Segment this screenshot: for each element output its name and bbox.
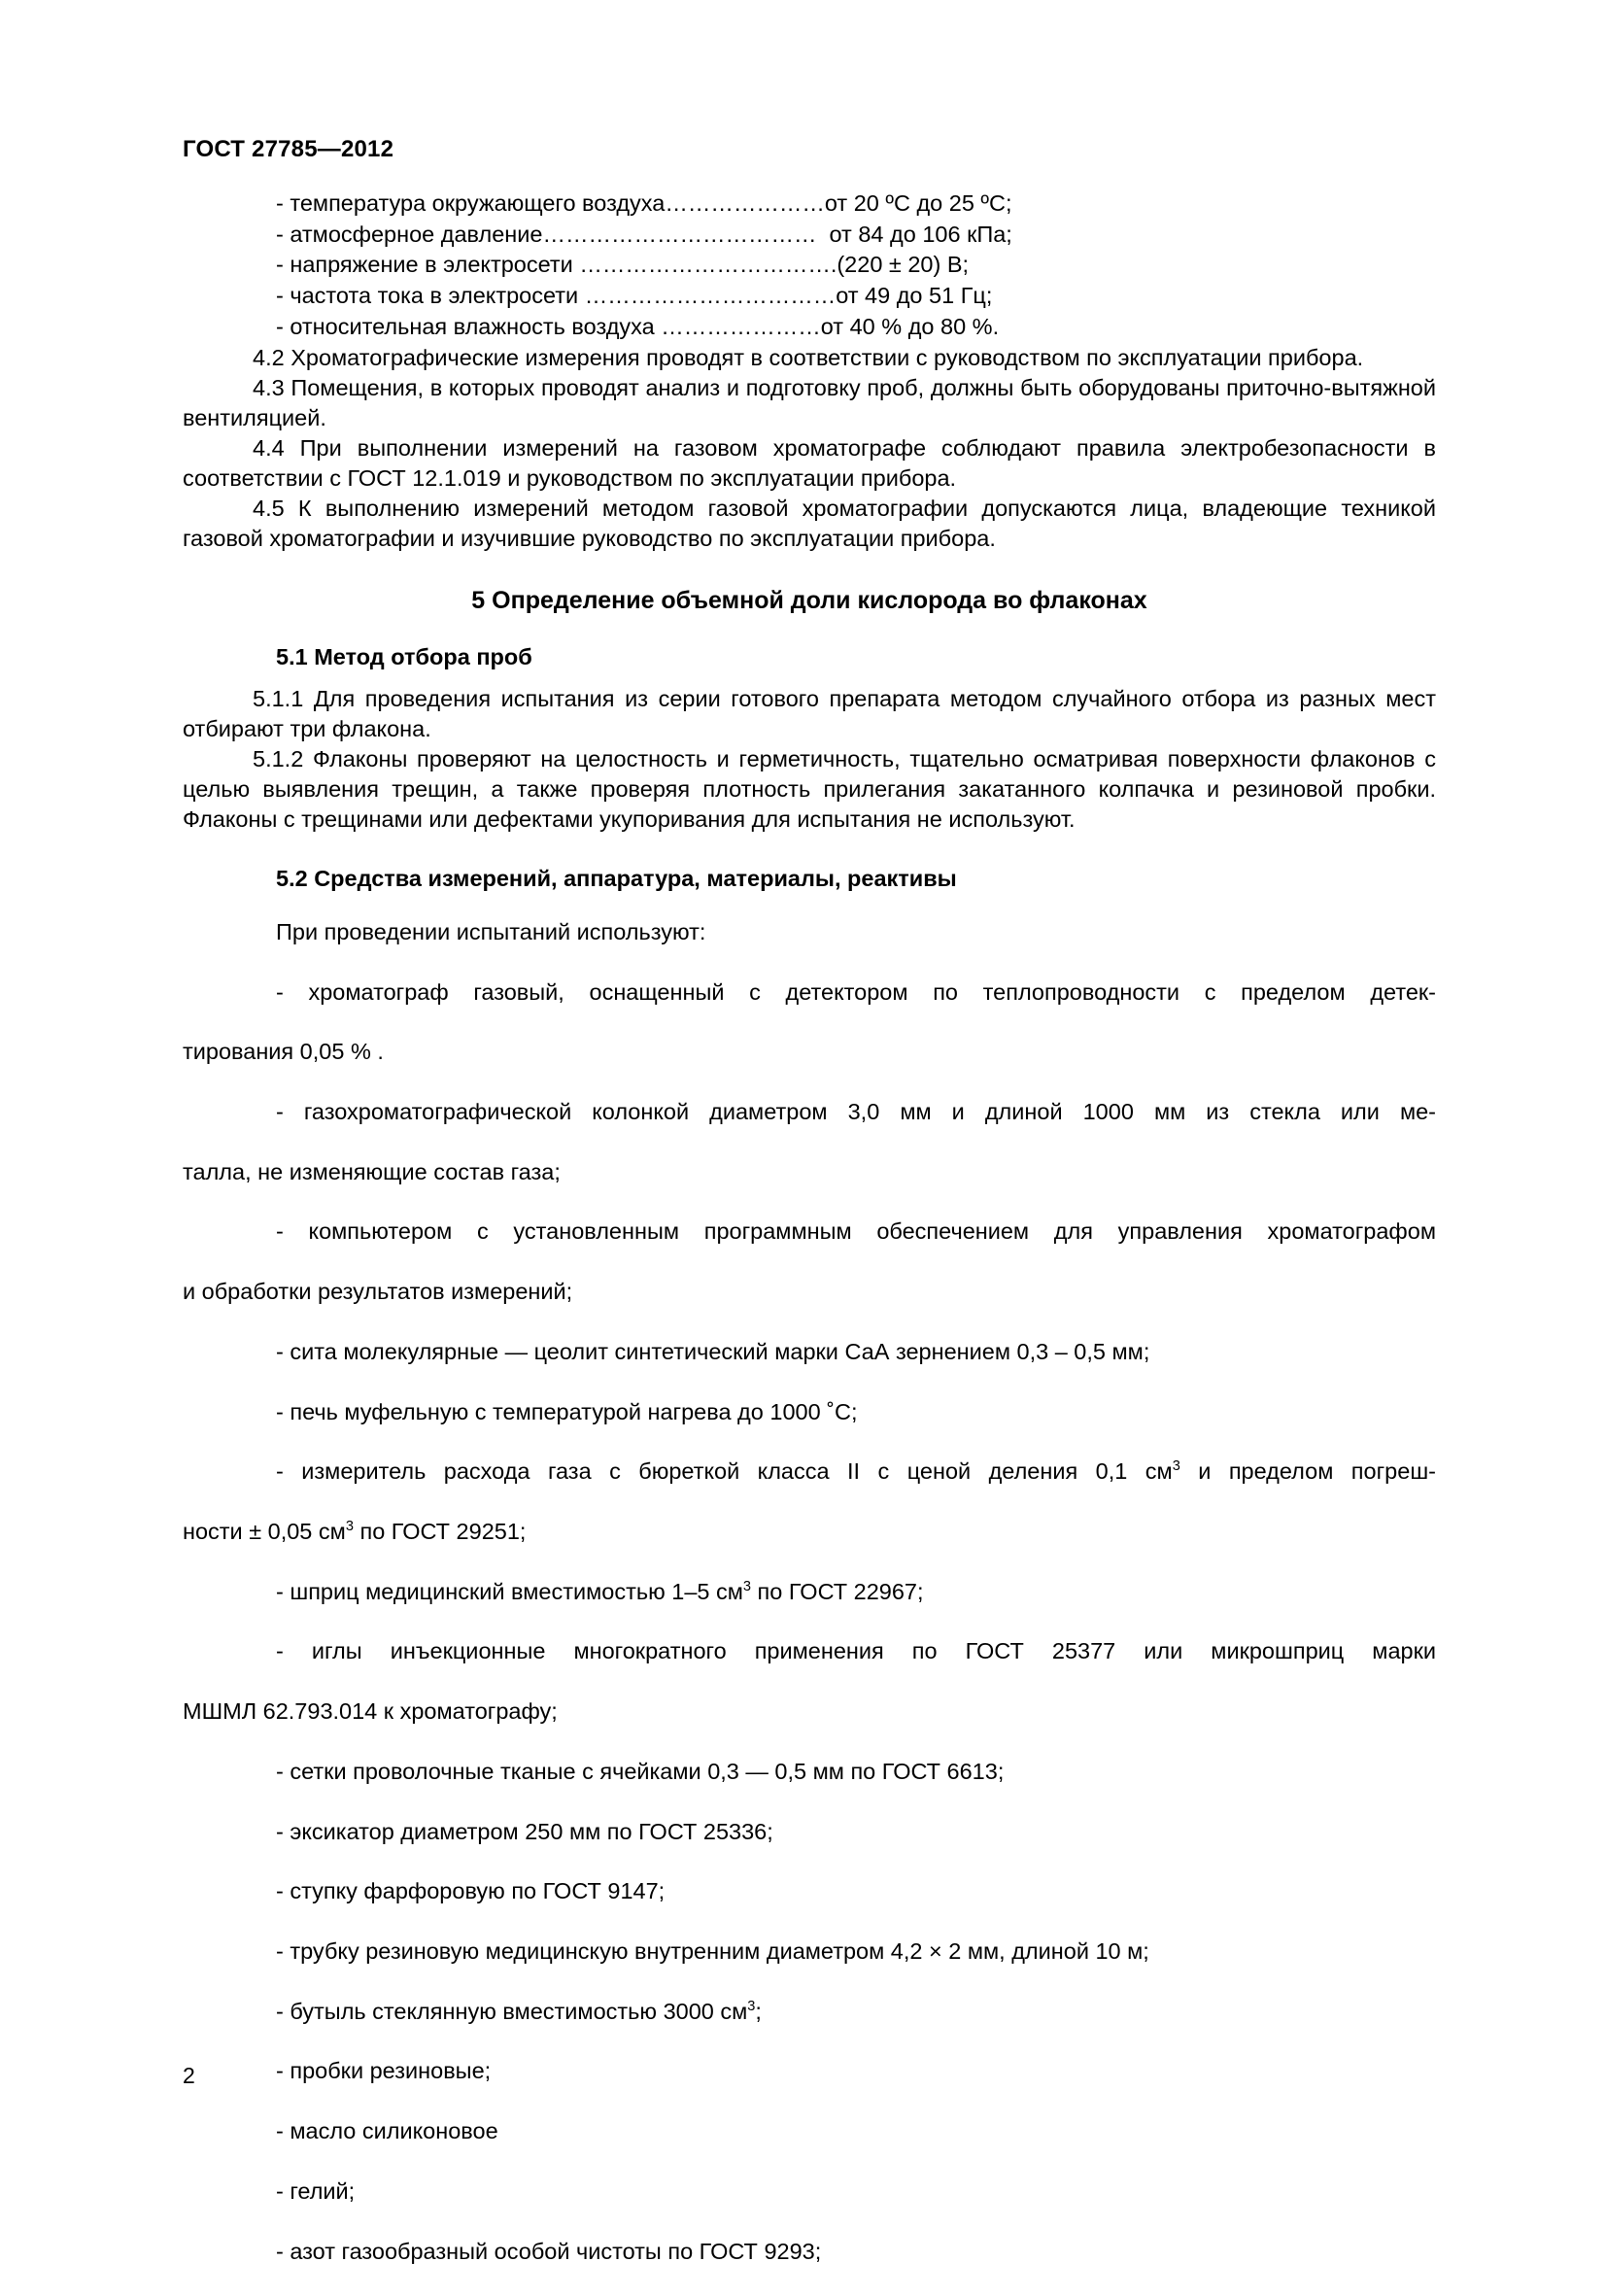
gas-flow-meter-text-2: и пределом погреш-	[1179, 1458, 1436, 1485]
equipment-intro: При проведении испытаний используют:	[276, 918, 706, 944]
list-item: - напряжение в электросети …………………………….(220 ± 20) В;	[276, 252, 970, 278]
paragraph-5-1-1: 5.1.1 Для проведения испытания из серии готового препарата методом случайного отбора из разных мест отбирают три флакона.	[183, 685, 1436, 741]
paragraph-4-2: 4.2 Хроматографические измерения проводят в соответствии с руководством по эксплуатации прибора.	[253, 344, 1364, 370]
bottle-text-1: - бутыль стеклянную вместимостью 3000 см	[276, 1998, 748, 2024]
equipment-item-computer-line2: и обработки результатов измерений;	[183, 1279, 573, 1305]
equipment-item-needles-line2: МШМЛ 62.793.014 к хроматографу;	[183, 1698, 558, 1725]
paragraph-4-3: 4.3 Помещения, в которых проводят анализ и подготовку проб, должны быть оборудованы приточно-вытяжной вентиляцией.	[183, 374, 1436, 430]
conditions-list	[183, 188, 1436, 343]
equipment-item-silicone-oil: - масло силиконовое	[276, 2118, 498, 2144]
paragraph-5-1-2: 5.1.2 Флаконы проверяют на целостность и герметичность, тщательно осматривая поверхности флаконов с целью выявления трещин, а также проверяя плотность прилегания закатанного колпачка и резиновой пробки. Флаконы с трещинами или дефектами укупоривания для испытания не используют.	[183, 745, 1436, 832]
equipment-item-nitrogen: - азот газообразный особой чистоты по ГОСТ 9293;	[276, 2238, 822, 2264]
equipment-item-rubber-stoppers: - пробки резиновые;	[276, 2058, 492, 2084]
page-content	[183, 136, 1436, 2296]
equipment-item-needles-line1: - иглы инъекционные многократного применения по ГОСТ 25377 или микрошприц марки	[276, 1638, 1436, 1664]
equipment-item-mortar: - ступку фарфоровую по ГОСТ 9147;	[276, 1878, 666, 1904]
equipment-item-mesh: - сетки проволочные тканые с ячейками 0,3 — 0,5 мм по ГОСТ 6613;	[276, 1758, 1005, 1784]
equipment-item-chromatograph-line2: тирования 0,05 % .	[183, 1039, 384, 1065]
equipment-item-molecular-sieves: - сита молекулярные — цеолит синтетический марки СаА зернением 0,3 – 0,5 мм;	[276, 1338, 1150, 1364]
gas-flow-meter-sup-1: 3	[1172, 1458, 1180, 1475]
gas-flow-meter-text-3: ности ± 0,05 см	[183, 1518, 346, 1544]
list-item: - температура окружающего воздуха…………………от 20 ºС до 25 ºС;	[276, 190, 1012, 216]
equipment-item-gas-flow-meter-line2	[183, 1517, 1436, 1548]
bottle-text-2: ;	[755, 1998, 762, 2024]
equipment-item-muffle-furnace: - печь муфельную с температурой нагрева до 1000 ˚С;	[276, 1398, 858, 1424]
subsection-5-2-title: 5.2 Средства измерений, аппаратура, материалы, реактивы	[276, 865, 957, 891]
subsection-5-1-title: 5.1 Метод отбора проб	[276, 643, 532, 669]
syringe-sup: 3	[742, 1578, 752, 1594]
list-item: - относительная влажность воздуха …………………от 40 % до 80 %.	[276, 313, 1000, 339]
list-item: - частота тока в электросети ……………………………от 49 до 51 Гц;	[276, 283, 993, 309]
equipment-item-helium: - гелий;	[276, 2177, 356, 2204]
equipment-item-column-line2: талла, не изменяющие состав газа;	[183, 1158, 561, 1184]
equipment-item-syringe	[183, 1577, 1436, 1608]
gas-flow-meter-text-1: - измеритель расхода газа с бюреткой класса II с ценой деления 0,1 см	[276, 1458, 1173, 1485]
list-item: - атмосферное давление……………………………… от 84 до 106 кПа;	[276, 221, 1012, 247]
page-number: 2	[183, 2063, 195, 2088]
equipment-item-chromatograph-line1: - хроматограф газовый, оснащенный с детектором по теплопроводности с пределом детек-	[276, 978, 1436, 1005]
equipment-item-gas-flow-meter-line1	[183, 1456, 1436, 1488]
syringe-text-1: - шприц медицинский вместимостью 1–5 см	[276, 1578, 743, 1604]
equipment-item-desiccator: - эксикатор диаметром 250 мм по ГОСТ 25336;	[276, 1818, 773, 1844]
paragraph-4-4: 4.4 При выполнении измерений на газовом хроматографе соблюдают правила электробезопасности в соответствии с ГОСТ 12.1.019 и руководством по эксплуатации прибора.	[183, 434, 1436, 491]
document-header: ГОСТ 27785—2012	[183, 136, 394, 162]
equipment-list	[183, 977, 1436, 2268]
equipment-item-column-line1: - газохроматографической колонкой диаметром 3,0 мм и длиной 1000 мм из стекла или ме-	[276, 1098, 1436, 1124]
equipment-item-glass-bottle	[183, 1997, 1436, 2028]
paragraph-4-5: 4.5 К выполнению измерений методом газовой хроматографии допускаются лица, владеющие техникой газовой хроматографии и изучившие руководство по эксплуатации прибора.	[183, 495, 1436, 551]
gas-flow-meter-sup-2: 3	[345, 1519, 354, 1535]
bottle-sup: 3	[747, 1998, 756, 2014]
equipment-item-computer-line1: - компьютером с установленным программным обеспечением для управления хроматографом	[276, 1218, 1436, 1245]
equipment-item-rubber-tube: - трубку резиновую медицинскую внутренним диаметром 4,2 × 2 мм, длиной 10 м;	[276, 1938, 1149, 1964]
gas-flow-meter-text-4: по ГОСТ 29251;	[353, 1518, 527, 1544]
section-5-title: 5 Определение объемной доли кислорода во флаконах	[471, 586, 1147, 614]
syringe-text-2: по ГОСТ 22967;	[751, 1578, 924, 1604]
